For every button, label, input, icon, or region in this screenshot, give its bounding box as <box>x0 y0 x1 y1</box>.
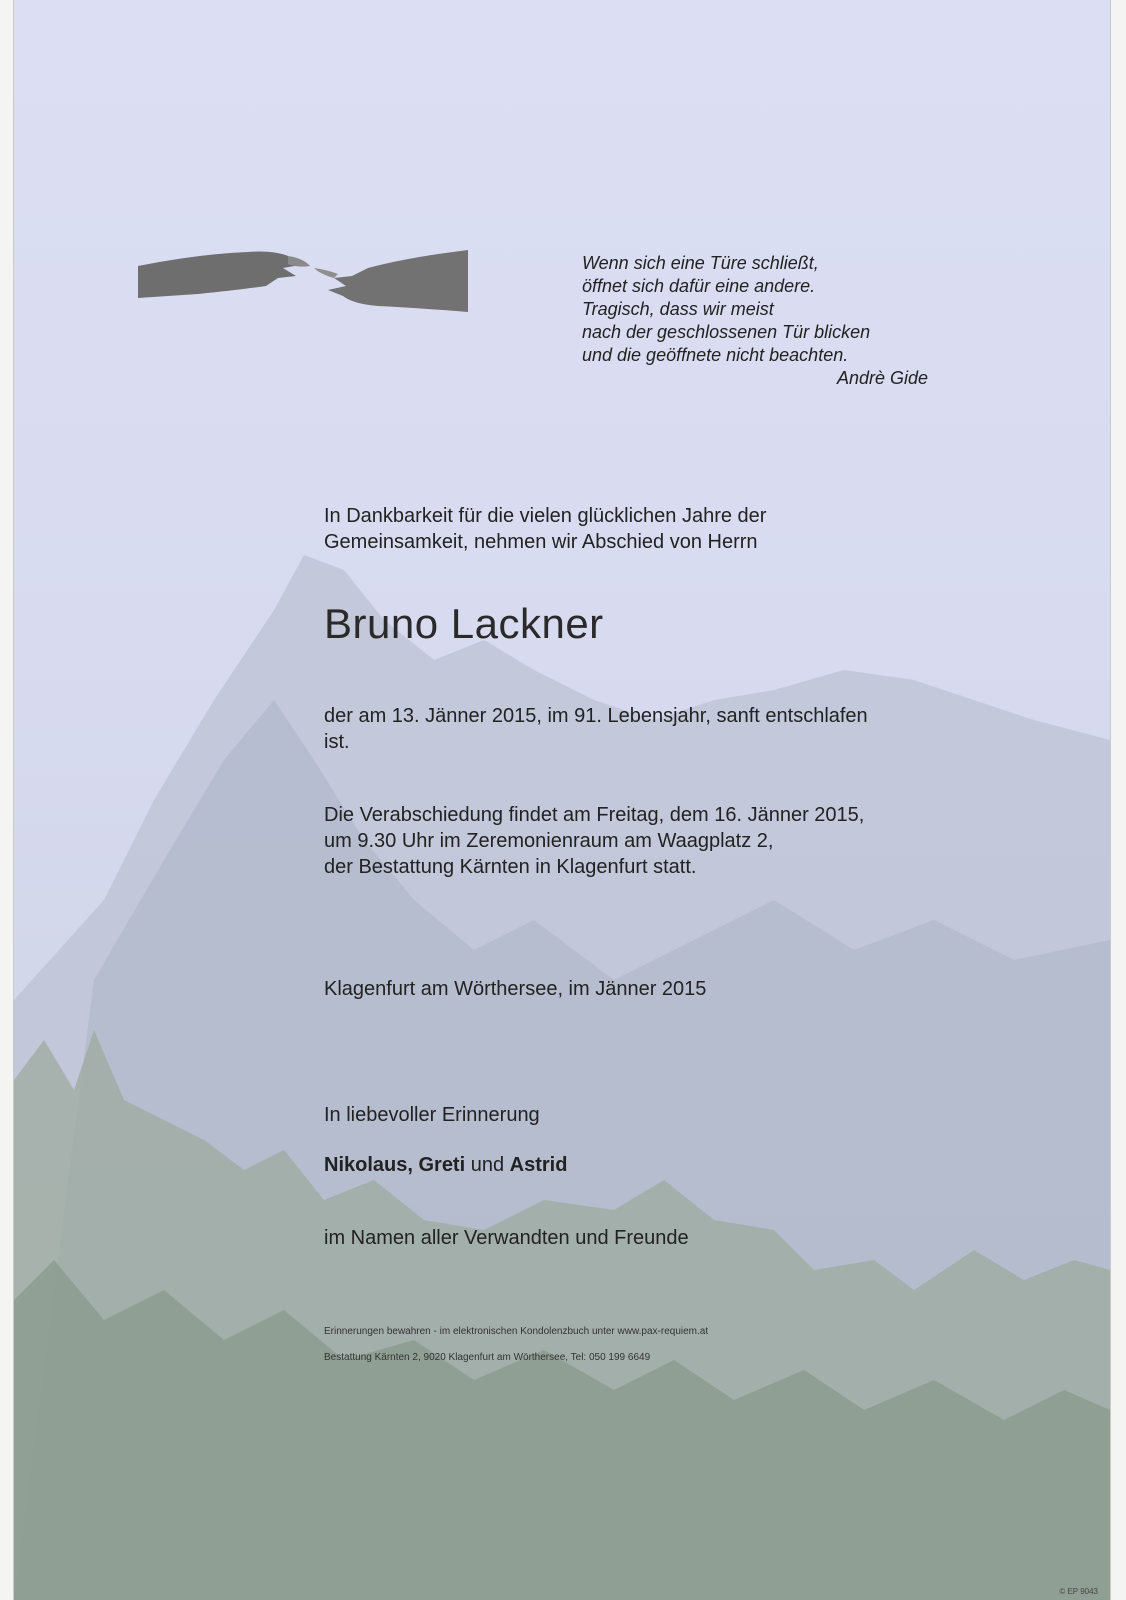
mourner-name-1: Nikolaus, Greti <box>324 1154 466 1176</box>
right-hand <box>328 250 468 312</box>
quote-line: öffnet sich dafür eine andere. <box>582 276 816 296</box>
quote-block <box>582 252 942 390</box>
quote-line: Tragisch, dass wir meist <box>582 299 774 319</box>
place-date: Klagenfurt am Wörthersee, im Jänner 2015 <box>324 978 707 1000</box>
quote-line: und die geöffnete nicht beachten. <box>582 345 849 365</box>
memory-line: In liebevoller Erinnerung <box>324 1104 540 1126</box>
creation-of-adam-hands-image <box>138 246 468 318</box>
death-notice-text <box>324 703 964 755</box>
quote-line: Wenn sich eine Türe schließt, <box>582 253 819 273</box>
footer-condolence-line: Erinnerungen bewahren - im elektronischen Kondolenzbuch unter www.pax-requiem.at <box>324 1326 709 1337</box>
death-line-1: der am 13. Jänner 2015, im 91. Lebensjahr, sanft entschlafen <box>324 705 868 727</box>
intro-line-1: In Dankbarkeit für die vielen glücklichen Jahre der <box>324 505 767 527</box>
left-hand <box>138 252 306 299</box>
right-fingers <box>314 268 338 278</box>
print-code: © EP 9043 <box>1059 1587 1098 1596</box>
intro-text <box>324 503 964 555</box>
farewell-details <box>324 802 964 880</box>
death-line-2: ist. <box>324 731 350 753</box>
obituary-sheet <box>14 0 1110 1600</box>
deceased-name: Bruno Lackner <box>324 600 604 647</box>
quote-author: Andrè Gide <box>836 368 928 388</box>
mourner-connector: und <box>465 1154 510 1176</box>
farewell-line-3: der Bestattung Kärnten in Klagenfurt statt. <box>324 856 697 878</box>
mourner-name-2: Astrid <box>509 1154 568 1176</box>
farewell-line-2: um 9.30 Uhr im Zeremonienraum am Waagplatz 2, <box>324 830 774 852</box>
quote-line: nach der geschlossenen Tür blicken <box>582 322 871 342</box>
left-fingers <box>288 256 310 267</box>
farewell-line-1: Die Verabschiedung findet am Freitag, dem 16. Jänner 2015, <box>324 804 865 826</box>
intro-line-2: Gemeinsamkeit, nehmen wir Abschied von Herrn <box>324 531 758 553</box>
relatives-line: im Namen aller Verwandten und Freunde <box>324 1227 689 1249</box>
mourners-names <box>324 1152 964 1178</box>
footer-address-line: Bestattung Kärnten 2, 9020 Klagenfurt am Wörthersee, Tel: 050 199 6649 <box>324 1352 651 1363</box>
